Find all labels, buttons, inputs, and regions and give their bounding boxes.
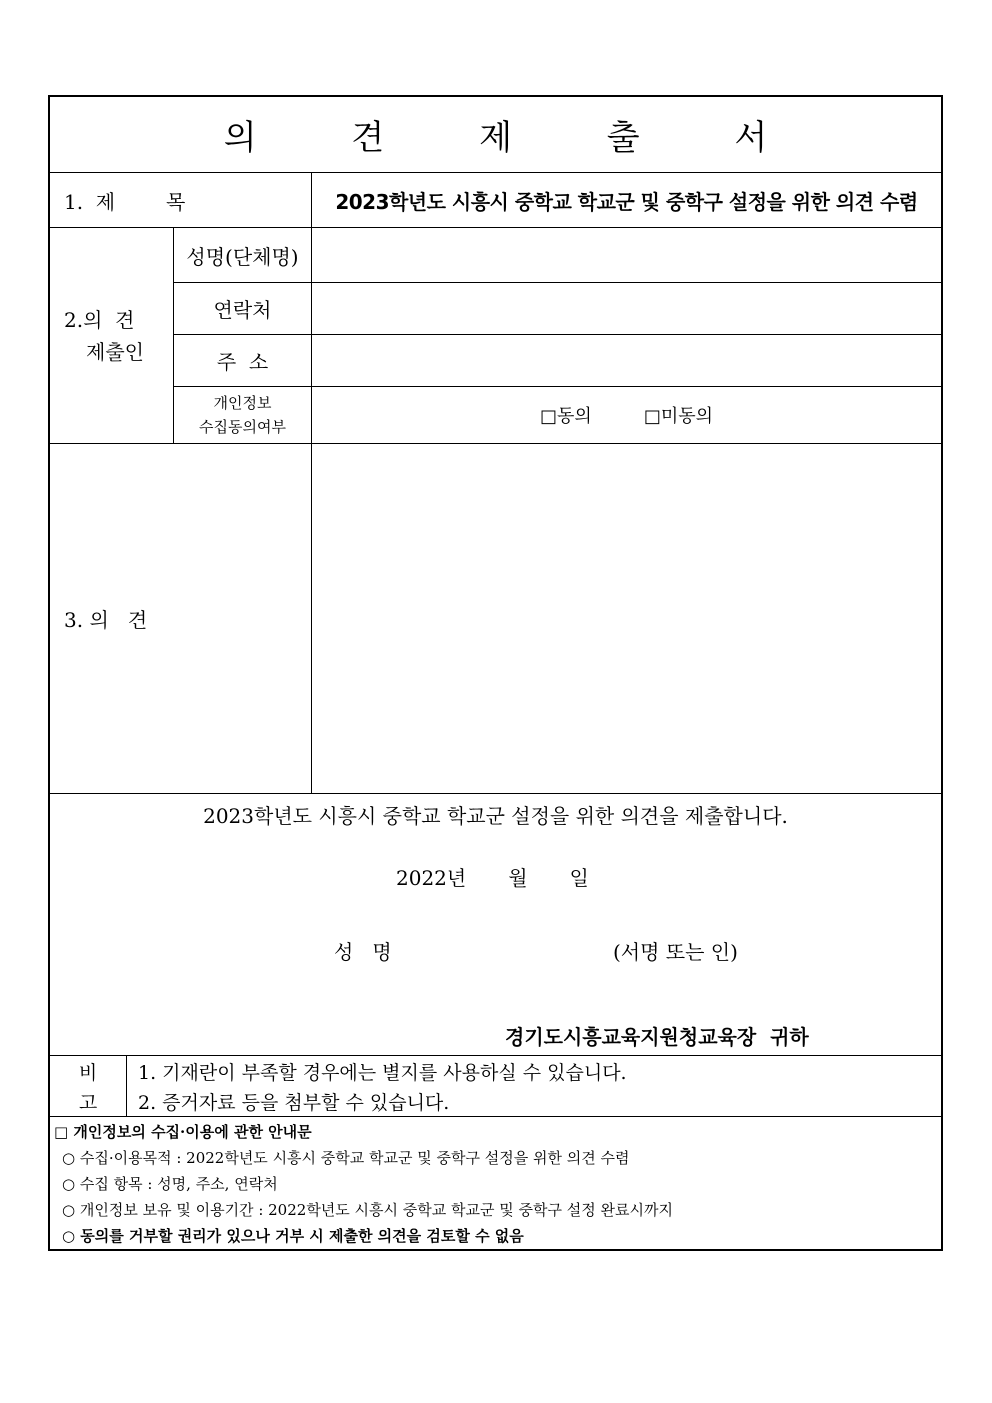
privacy-notice (54, 1118, 934, 1249)
remark-item: 1. 기재란이 부족할 경우에는 별지를 사용하실 수 있습니다. (138, 1061, 627, 1084)
contact-label: 연락처 (213, 298, 272, 322)
privacy-title: □ 개인정보의 수집·이용에 관한 안내문 (54, 1122, 312, 1141)
opinion-form (48, 95, 943, 1251)
address-label: 주 소 (216, 350, 269, 374)
consent-label-line1: 개인정보 (213, 394, 272, 412)
remark-item: 2. 증거자료 등을 첨부할 수 있습니다. (138, 1091, 450, 1114)
contact-field[interactable] (312, 283, 941, 334)
rule (50, 793, 941, 794)
signer-label: 성 명 (334, 939, 392, 964)
date-line (396, 859, 696, 893)
privacy-item: ○ 개인정보 보유 및 이용기간 : 2022학년도 시흥시 중학교 학교군 및 중학구 설정 완료시까지 (62, 1201, 673, 1220)
rule (50, 1116, 941, 1117)
privacy-item: ○ 수집 항목 : 성명, 주소, 연락처 (62, 1174, 278, 1193)
date-day: 일 (569, 865, 589, 890)
consent-agree-checkbox[interactable]: □동의 (540, 406, 592, 427)
form-title: 의 견 제 출 서 (223, 118, 810, 158)
submitter-label (50, 228, 173, 443)
remarks-label-line1: 비 (78, 1061, 98, 1084)
consent-label (174, 387, 311, 443)
submitter-label-line2: 제출인 (86, 339, 144, 364)
name-field[interactable] (312, 228, 941, 282)
submission-statement: 2023학년도 시흥시 중학교 학교군 설정을 위한 의견을 제출합니다. (203, 803, 788, 828)
privacy-item: ○ 동의를 거부할 권리가 있으나 거부 시 제출한 의견을 검토할 수 없음 (62, 1227, 524, 1246)
address-field[interactable] (312, 335, 941, 386)
date-month: 월 (508, 865, 528, 890)
consent-disagree-checkbox[interactable]: □미동의 (643, 406, 713, 427)
consent-label-line2: 수집동의여부 (199, 418, 286, 436)
subject-value: 2023학년도 시흥시 중학교 학교군 및 중학구 설정을 위한 의견 수렴 (335, 189, 918, 214)
date-year: 2022년 (396, 865, 467, 890)
subject-label: 1. 제 목 (64, 189, 186, 214)
signer-hint: (서명 또는 인) (613, 939, 738, 964)
remarks-label (50, 1056, 126, 1116)
rule (126, 1055, 127, 1116)
privacy-item: ○ 수집·이용목적 : 2022학년도 시흥시 중학교 학교군 및 중학구 설정을 위한 의견 수렴 (62, 1148, 630, 1167)
opinion-field[interactable] (312, 444, 941, 793)
consent-options (312, 387, 941, 443)
name-label: 성명(단체명) (186, 244, 299, 269)
recipient: 경기도시흥교육지원청교육장 귀하 (505, 1024, 809, 1049)
remarks-label-line2: 고 (78, 1091, 98, 1114)
submitter-label-line1: 2.의 견 (64, 307, 135, 332)
opinion-label: 3. 의 견 (64, 608, 148, 632)
remarks-list (138, 1056, 938, 1116)
